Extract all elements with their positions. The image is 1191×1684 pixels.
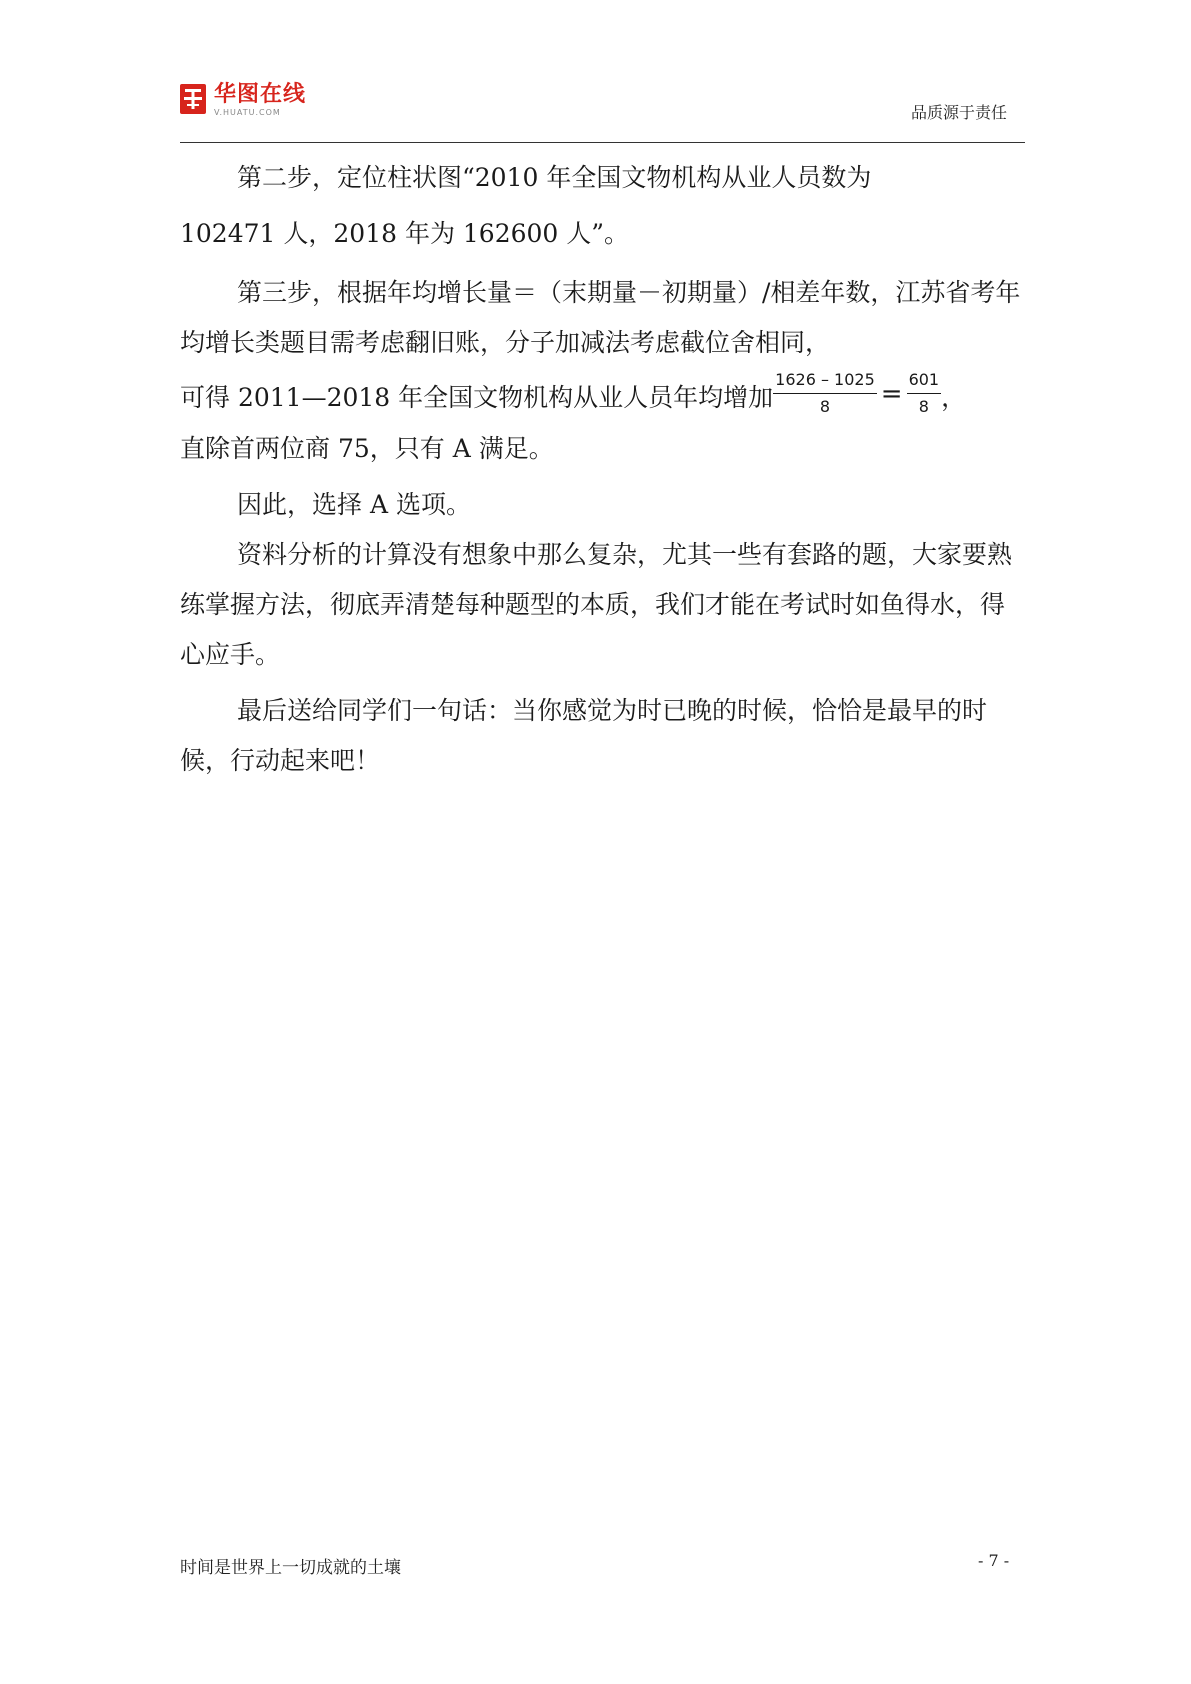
paragraph-conclusion: 因此，选择 A 选项。 [237,489,471,519]
header-slogan: 品质源于责任 [910,103,1007,122]
huatu-logo-icon [180,84,206,114]
formula-trailing-punct: ， [941,383,967,412]
equals-sign: = [880,378,903,409]
formula-line [180,368,1025,424]
logo-name: 华图在线 [214,82,307,107]
fraction-2-numerator: 601 [907,370,942,394]
paragraph-step3: 第三步，根据年均增长量＝（末期量－初期量）/相差年数，江苏省考年均增长类题目需考虑翻旧账，分子加减法考虑截位舍相同， [180,278,1021,357]
fraction-1-numerator: 1626 – 1025 [773,370,877,394]
paragraph-advice: 资料分析的计算没有想象中那么复杂，尤其一些有套路的题，大家要熟练掌握方法，彻底弄清楚每种题型的本质，我们才能在考试时如鱼得水，得心应手。 [180,539,1013,669]
logo-url: V.HUATU.COM [214,108,281,117]
footer-motto: 时间是世界上一切成就的土壤 [180,1558,401,1578]
fraction-1 [773,370,877,417]
page-number: - 7 - [978,1551,1010,1570]
paragraph-step2-line1: 第二步，定位柱状图“2010 年全国文物机构从业人员数为 [237,163,872,192]
paragraph-closing: 最后送给同学们一句话：当你感觉为时已晚的时候，恰恰是最早的时候，行动起来吧！ [180,695,988,775]
document-body [180,150,1025,786]
paragraph-step3-tail: 直除首两位商 75，只有 A 满足。 [180,433,554,463]
huatu-logo [180,84,306,118]
fraction-2 [907,370,942,417]
page-header [180,84,1025,143]
formula-lead-text: 可得 2011—2018 年全国文物机构从业人员年均增加 [180,383,774,412]
fraction-1-denominator: 8 [819,397,831,416]
paragraph-step2-line2: 102471 人，2018 年为 162600 人”。 [180,219,630,248]
fraction-2-denominator: 8 [918,397,929,416]
